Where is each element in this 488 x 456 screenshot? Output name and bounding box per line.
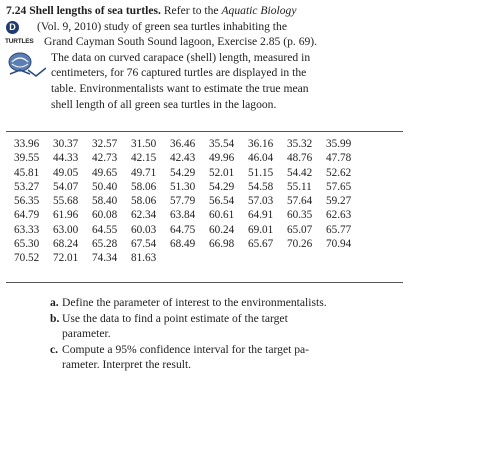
- data-row: [14, 166, 365, 180]
- question-text: rameter. Interpret the result.: [62, 358, 192, 371]
- data-cell: 72.01: [53, 252, 79, 265]
- data-cell: 54.07: [53, 180, 79, 193]
- data-cell: 36.16: [248, 138, 274, 150]
- journal-name: Aquatic Biology: [221, 4, 297, 17]
- question-letter: b.: [50, 311, 60, 325]
- data-cell: 55.11: [287, 180, 312, 193]
- data-cell: 35.32: [287, 138, 313, 150]
- data-cell: 42.15: [131, 152, 157, 165]
- data-cell: 64.91: [248, 209, 274, 222]
- data-cell: 35.99: [326, 138, 352, 150]
- data-cell: 61.96: [53, 209, 79, 222]
- data-cell: 55.68: [53, 195, 79, 208]
- data-cell: 54.29: [209, 180, 235, 193]
- data-cell: 64.75: [170, 223, 196, 236]
- question-item: [50, 342, 410, 373]
- question-item: [50, 311, 410, 342]
- data-cell: 65.07: [287, 223, 313, 236]
- data-row: [14, 237, 365, 251]
- data-cell: 52.62: [326, 166, 352, 179]
- data-cell: 60.24: [209, 223, 235, 236]
- data-cell: 68.24: [53, 238, 79, 251]
- data-cell: 64.79: [14, 209, 40, 222]
- data-cell: 66.98: [209, 238, 235, 251]
- data-cell: 58.06: [131, 195, 157, 208]
- data-cell: 65.30: [14, 238, 40, 251]
- data-cell: 49.96: [209, 152, 235, 165]
- data-cell: 49.71: [131, 166, 157, 179]
- data-cell: 57.79: [170, 195, 196, 208]
- data-row: [14, 137, 365, 151]
- data-cell: 68.49: [170, 238, 196, 251]
- question-letter: a.: [50, 296, 59, 309]
- data-cell: 57.03: [248, 195, 274, 208]
- data-cell: 36.46: [170, 138, 196, 150]
- data-cell: 57.64: [287, 195, 313, 208]
- data-row: [14, 151, 365, 165]
- exercise-number: 7.24: [6, 4, 27, 17]
- data-cell: 51.30: [170, 180, 196, 193]
- data-cell: 65.67: [248, 238, 274, 251]
- data-cell: 65.77: [326, 223, 352, 236]
- data-cell: 70.94: [326, 238, 352, 251]
- data-cell: 64.55: [92, 223, 118, 236]
- exercise-line6: table. Environmentalists want to estimate the true mean: [51, 81, 309, 95]
- data-cell: 56.54: [209, 195, 235, 208]
- data-cell: 54.58: [248, 180, 274, 193]
- question-text: Define the parameter of interest to the environmentalists.: [62, 296, 327, 309]
- data-cell: 30.37: [53, 138, 79, 150]
- table-top-rule: [6, 131, 403, 132]
- question-letter: c.: [50, 342, 59, 356]
- exercise-line3: Grand Cayman South Sound lagoon, Exercise 2.85 (p. 69).: [44, 35, 318, 49]
- data-row: [14, 223, 365, 237]
- data-table: [14, 137, 365, 266]
- data-set-label: TURTLES: [5, 38, 34, 45]
- data-cell: 42.43: [170, 152, 196, 165]
- data-cell: 70.52: [14, 252, 40, 265]
- data-cell: 60.35: [287, 209, 313, 222]
- data-set-badge-icon: D: [6, 21, 19, 34]
- data-row: [14, 180, 365, 194]
- data-cell: 47.78: [326, 152, 352, 165]
- data-cell: 49.05: [53, 166, 79, 179]
- question-text: Compute a 95% confidence interval for the target pa-: [62, 342, 310, 356]
- data-cell: 60.03: [131, 223, 157, 236]
- data-cell: 33.96: [14, 138, 40, 150]
- data-cell: 31.50: [131, 138, 157, 150]
- data-cell: 32.57: [92, 138, 118, 150]
- data-cell: 62.34: [131, 209, 157, 222]
- data-cell: 62.63: [326, 209, 352, 222]
- question-text: parameter.: [62, 327, 111, 340]
- data-cell: 53.27: [14, 180, 40, 193]
- question-list: [50, 295, 410, 373]
- data-cell: 69.01: [248, 223, 274, 236]
- data-cell: 63.84: [170, 209, 196, 222]
- data-cell: 56.35: [14, 195, 40, 208]
- exercise-line4: The data on curved carapace (shell) length, measured in: [51, 50, 311, 64]
- data-cell: 48.76: [287, 152, 313, 165]
- data-cell: 74.34: [92, 252, 118, 265]
- data-cell: 51.15: [248, 166, 274, 179]
- data-cell: 54.29: [170, 166, 196, 179]
- data-cell: 49.65: [92, 166, 118, 179]
- data-cell: 58.40: [92, 195, 118, 208]
- data-cell: 39.55: [14, 152, 40, 165]
- exercise-line1: Refer to the: [163, 4, 219, 17]
- data-row: [14, 208, 365, 222]
- data-cell: 59.27: [326, 195, 352, 208]
- data-cell: 52.01: [209, 166, 235, 179]
- data-cell: 50.40: [92, 180, 118, 193]
- question-text: Use the data to find a point estimate of the target: [62, 311, 288, 325]
- data-cell: 63.00: [53, 223, 79, 236]
- data-cell: 45.81: [14, 166, 40, 179]
- data-cell: 70.26: [287, 238, 313, 251]
- question-item: [50, 295, 410, 311]
- exercise-text: [6, 3, 404, 112]
- table-bottom-rule: [6, 282, 403, 283]
- data-row: [14, 251, 365, 265]
- data-cell: 67.54: [131, 238, 157, 251]
- data-cell: 57.65: [326, 180, 352, 193]
- exercise-line5: centimeters, for 76 captured turtles are displayed in the: [51, 66, 307, 80]
- data-cell: 60.08: [92, 209, 118, 222]
- exercise-line7: shell length of all green sea turtles in the lagoon.: [51, 97, 277, 111]
- data-cell: 58.06: [131, 180, 157, 193]
- data-cell: 63.33: [14, 223, 40, 236]
- exercise-line2: (Vol. 9, 2010) study of green sea turtles inhabiting the: [37, 19, 287, 33]
- data-cell: 54.42: [287, 166, 313, 179]
- data-cell: 44.33: [53, 152, 79, 165]
- data-cell: 42.73: [92, 152, 118, 165]
- data-cell: 81.63: [131, 252, 157, 265]
- data-row: [14, 194, 365, 208]
- data-cell: 65.28: [92, 238, 118, 251]
- data-cell: 35.54: [209, 138, 235, 150]
- data-cell: 60.61: [209, 209, 235, 222]
- data-cell: 46.04: [248, 152, 274, 165]
- exercise-title: Shell lengths of sea turtles.: [29, 4, 161, 17]
